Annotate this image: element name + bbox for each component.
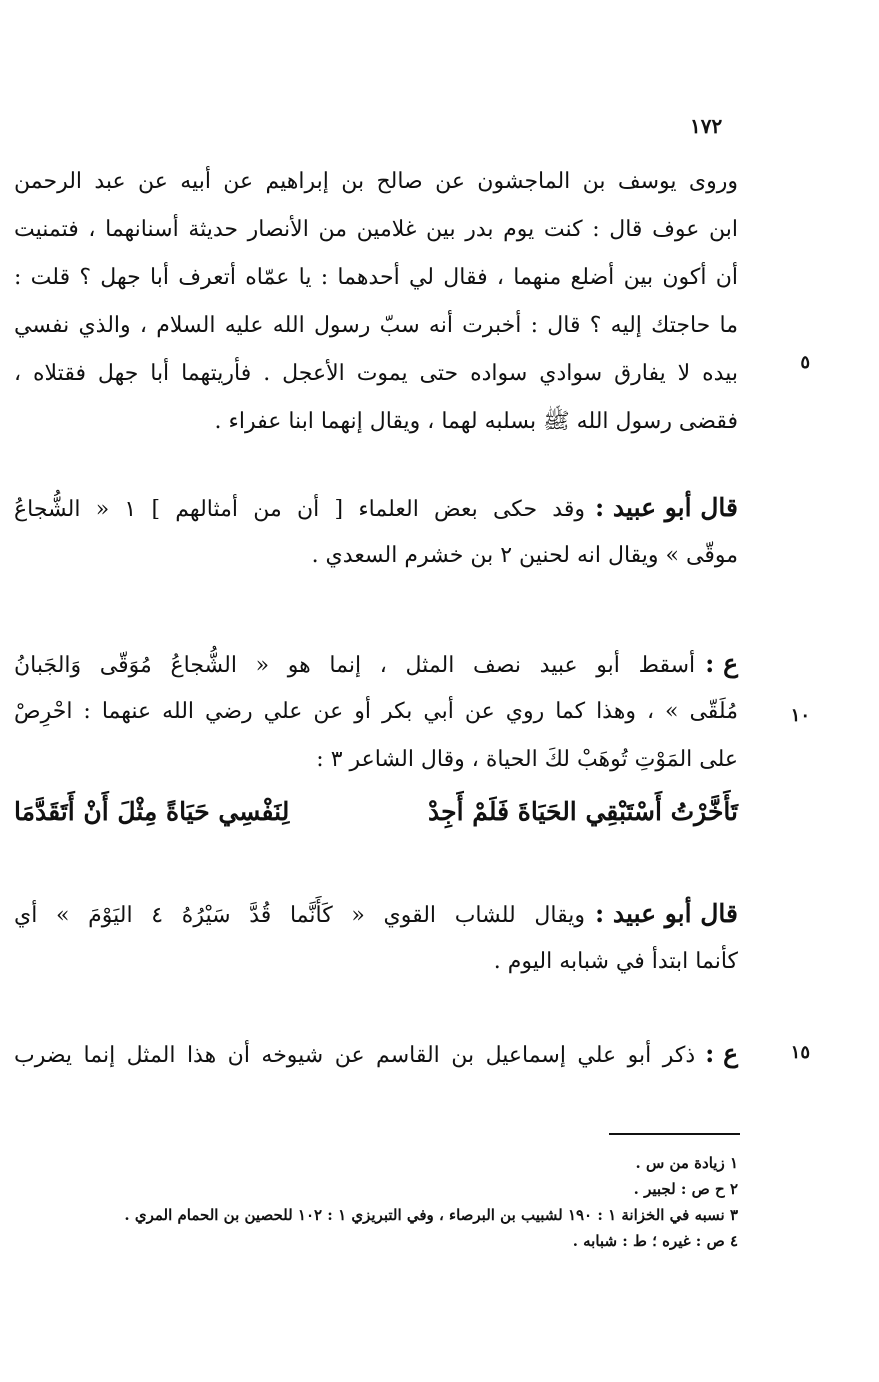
paragraph-abu-ubaid-1: [14, 484, 738, 580]
text-line: فقضى رسول الله ﷺ بسلبه لهما ، ويقال إنهما ابنا عفراء .: [214, 409, 738, 434]
footnote: ٤ ص : غيره ؛ ط : شبابه .: [572, 1232, 738, 1250]
speaker-label: قال أبو عبيد :: [594, 899, 738, 928]
text-line: ما حاجتك إليه ؟ قال : أخبرت أنه سبّ رسول الله عليه السلام ، والذي نفسي: [14, 313, 738, 338]
text-line: على المَوْتِ تُوهَبْ لكَ الحياة ، وقال الشاعر ٣ :: [316, 747, 738, 772]
text-line: كأنما ابتدأ في شبابه اليوم .: [493, 949, 738, 974]
text-line: [14, 890, 738, 938]
footnote-separator: [609, 1133, 740, 1135]
footnote: ١ زيادة من س .: [635, 1154, 738, 1172]
text-segment: ذكر أبو علي إسماعيل بن القاسم عن شيوخه أن هذا المثل إنما يضرب: [14, 1043, 696, 1068]
paragraph-abu-ubaid-2: [14, 890, 738, 986]
text-line: [14, 640, 738, 688]
line-number: ١٠: [790, 705, 810, 726]
text-line: بيده لا يفارق سوادي سواده حتى يموت الأعجل . فأريتهما أبا جهل فقتلاه ،: [14, 361, 738, 386]
line-number: ١٥: [790, 1042, 810, 1063]
text-line: أن أكون بين أضلع منهما ، فقال لي أحدهما : يا عمّاه أتعرف أبا جهل ؟ قلت :: [14, 265, 738, 290]
commentary-marker: ع :: [705, 649, 738, 678]
verse-second-hemistich: لِنَفْسِي حَيَاةً مِثْلَ أَنْ أَتَقَدَّمَا: [14, 797, 290, 826]
text-segment: وقد حكى بعض العلماء [ أن من أمثالهم ] ١ « الشُّجاعُ: [14, 497, 585, 522]
line-number: ٥: [800, 352, 810, 373]
verse-first-hemistich: تَأَخَّرْتُ أَسْتَبْقِي الحَيَاةَ فَلَمْ أَجِدْ: [428, 797, 738, 826]
footnote: ٢ ح ص : لجبير .: [633, 1180, 738, 1198]
paragraph-commentary-2: [14, 1030, 738, 1078]
paragraph-hadith: [14, 158, 738, 446]
speaker-label: قال أبو عبيد :: [594, 493, 738, 522]
text-line: موقّى » ويقال انه لحنين ٢ بن خشرم السعدي .: [311, 543, 738, 568]
text-segment: أسقط أبو عبيد نصف المثل ، إنما هو « الشُّجاعُ مُوَقّى وَالجَبانُ: [14, 653, 696, 678]
paragraph-commentary-1: [14, 640, 738, 784]
footnotes: [14, 1150, 738, 1254]
text-line: [14, 1030, 738, 1078]
text-segment: ويقال للشاب القوي « كَأَنَّما قُدَّ سَيْرُهُ ٤ اليَوْمَ » أي: [14, 903, 585, 928]
footnote: ٣ نسبه في الخزانة ١ : ١٩٠ لشبيب بن البرصاء ، وفي التبريزي ١ : ١٠٢ للحصين بن الحمام المري .: [124, 1206, 738, 1224]
text-line: وروى يوسف بن الماجشون عن صالح بن إبراهيم عن أبيه عن عبد الرحمن: [14, 169, 738, 194]
commentary-marker: ع :: [705, 1039, 738, 1068]
text-line: مُلَقّى » ، وهذا كما روي عن أبي بكر أو عن علي رضي الله عنهما : احْرِصْ: [14, 699, 738, 724]
page-number: ١٧٢: [690, 114, 723, 138]
text-line: [14, 484, 738, 532]
text-line: ابن عوف قال : كنت يوم بدر بين غلامين من الأنصار حديثة أسنانهما ، فتمنيت: [14, 217, 738, 242]
poetry-verse: [14, 782, 738, 842]
